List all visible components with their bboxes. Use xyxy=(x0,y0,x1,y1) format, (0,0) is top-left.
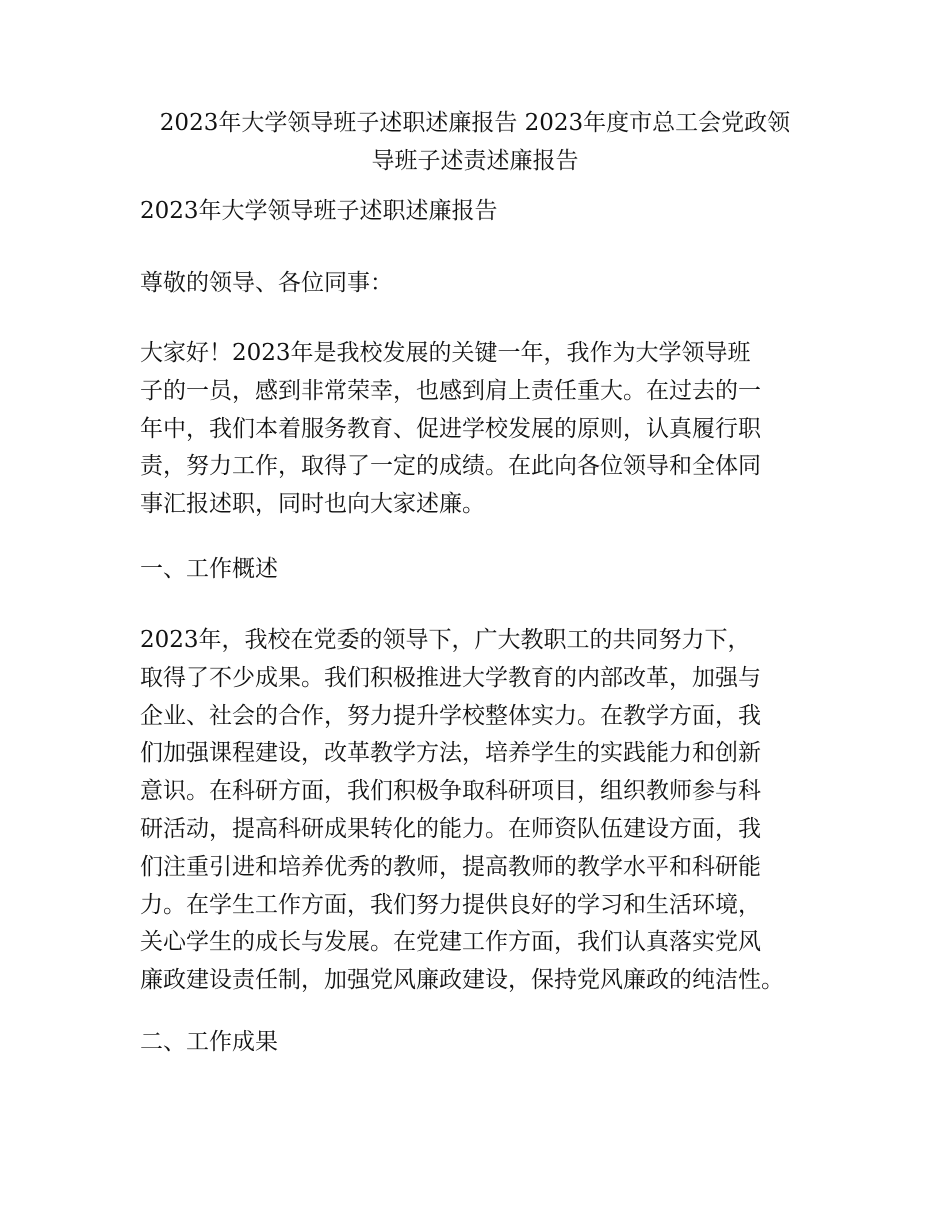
paragraph-line: 取得了不少成果。我们积极推进大学教育的内部改革，加强与 xyxy=(140,664,761,691)
salutation: 尊敬的领导、各位同事： xyxy=(140,270,393,296)
overview-paragraph xyxy=(140,622,840,1000)
paragraph-line: 年中，我们本着服务教育、促进学校发展的原则，认真履行职 xyxy=(140,415,761,442)
title-line: 2023年大学领导班子述职述廉报告 2023年度市总工会党政领 xyxy=(159,110,791,136)
paragraph-line: 关心学生的成长与发展。在党建工作方面，我们认真落实党风 xyxy=(140,929,761,956)
paragraph-line: 2023年，我校在党委的领导下，广大教职工的共同努力下， xyxy=(140,627,751,653)
paragraph-line: 们注重引进和培养优秀的教师，提高教师的教学水平和科研能 xyxy=(140,853,761,880)
paragraph-line: 研活动，提高科研成果转化的能力。在师资队伍建设方面，我 xyxy=(140,815,761,842)
paragraph-line: 责，努力工作，取得了一定的成绩。在此向各位领导和全体同 xyxy=(140,453,761,480)
paragraph-line: 事汇报述职，同时也向大家述廉。 xyxy=(140,491,485,518)
paragraph-line: 子的一员，感到非常荣幸，也感到肩上责任重大。在过去的一 xyxy=(140,377,761,404)
paragraph-line: 们加强课程建设，改革教学方法，培养学生的实践能力和创新 xyxy=(140,740,761,767)
paragraph-line: 力。在学生工作方面，我们努力提供良好的学习和生活环境， xyxy=(140,891,761,918)
section-heading-overview: 一、工作概述 xyxy=(140,556,278,582)
document-title xyxy=(120,104,830,180)
section-heading-results: 二、工作成果 xyxy=(140,1029,278,1055)
paragraph-line: 企业、社会的合作，努力提升学校整体实力。在教学方面，我 xyxy=(140,702,761,729)
intro-paragraph xyxy=(140,335,840,524)
title-line: 导班子述责述廉报告 xyxy=(371,148,579,174)
paragraph-line: 大家好！2023年是我校发展的关键一年，我作为大学领导班 xyxy=(140,340,751,366)
paragraph-line: 廉政建设责任制，加强党风廉政建设，保持党风廉政的纯洁性。 xyxy=(140,967,784,994)
document-subtitle: 2023年大学领导班子述职述廉报告 xyxy=(140,198,498,224)
paragraph-line: 意识。在科研方面，我们积极争取科研项目，组织教师参与科 xyxy=(140,778,761,805)
